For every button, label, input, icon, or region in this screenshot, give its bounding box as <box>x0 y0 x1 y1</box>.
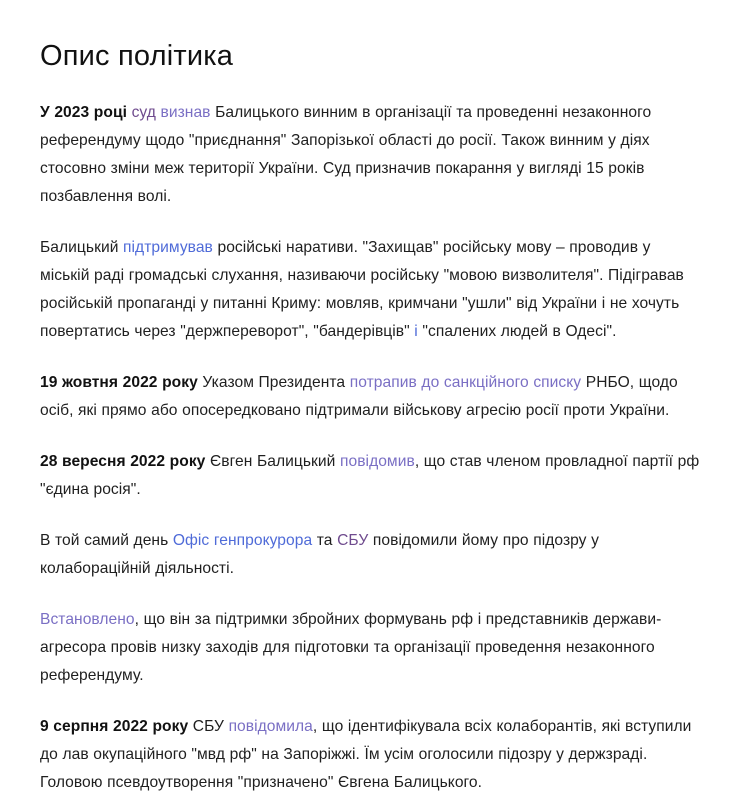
paragraph-p6: Встановлено, що він за підтримки збройних формувань рф і представників держави-агресора провів низку заходів для підготовки та організації проведення незаконного референдуму. <box>40 611 662 685</box>
paragraph-p1: У 2023 році суд визнав Балицького винним в організації та проведенні незаконного референдуму щодо "приєднання" Запорізької області до росії. Також винним у діях стосовно зміни меж території України. Суд призначив покарання у вигляді 15 років позбавлення волі. <box>40 104 652 206</box>
inline-link[interactable]: СБУ <box>337 532 369 550</box>
page-title: Опис політика <box>40 40 234 72</box>
inline-link[interactable]: повідомив <box>340 453 415 471</box>
article-body <box>40 74 700 797</box>
inline-link[interactable]: підтримував <box>123 239 213 257</box>
paragraph-p7: 9 серпня 2022 року СБУ повідомила, що ідентифікувала всіх колаборантів, які вступили до лав окупаційного "мвд рф" на Запоріжжі. Їм усім оголосили підозру у держзраді. Головою псевдоутворення "призначено" Євгена Балицького. <box>40 718 692 792</box>
inline-link[interactable]: визнав <box>160 104 211 122</box>
bold-date-label: 28 вересня 2022 року <box>40 453 206 471</box>
clipped-next-paragraph <box>0 697 740 705</box>
bold-date-label: 9 серпня 2022 року <box>40 718 189 736</box>
paragraph-p3: 19 жовтня 2022 року Указом Президента потрапив до санкційного списку РНБО, щодо осіб, які прямо або опосередковано підтримали військову агресію росії проти України. <box>40 374 678 420</box>
inline-link[interactable]: потрапив до санкційного списку <box>349 374 582 392</box>
paragraph-p2: Балицький підтримував російські наративи. "Захищав" російську мову – проводив у міській раді громадські слухання, називаючи російську "мовою визволителя". Підігравав російській пропаганді у питанні Криму: мовляв, кримчани "ушли" від України і не хочуть повертатись через "держпереворот", "бандерівців" і "спалених людей в Одесі". <box>40 239 684 341</box>
inline-link[interactable]: суд <box>131 104 156 122</box>
inline-link[interactable]: Офіс генпрокурора <box>172 532 313 550</box>
inline-link[interactable]: Встановлено <box>40 611 135 629</box>
paragraph-p4: 28 вересня 2022 року Євген Балицький повідомив, що став членом провладної партії рф "єдина росія". <box>40 453 700 499</box>
bold-date-label: 19 жовтня 2022 року <box>40 374 198 392</box>
inline-link[interactable]: повідомила <box>228 718 313 736</box>
paragraph-p5: В той самий день Офіс генпрокурора та СБУ повідомили йому про підозру у колабораційній діяльності. <box>40 532 599 578</box>
bold-date-label: У 2023 році <box>40 104 127 122</box>
inline-link[interactable]: і <box>414 323 418 341</box>
